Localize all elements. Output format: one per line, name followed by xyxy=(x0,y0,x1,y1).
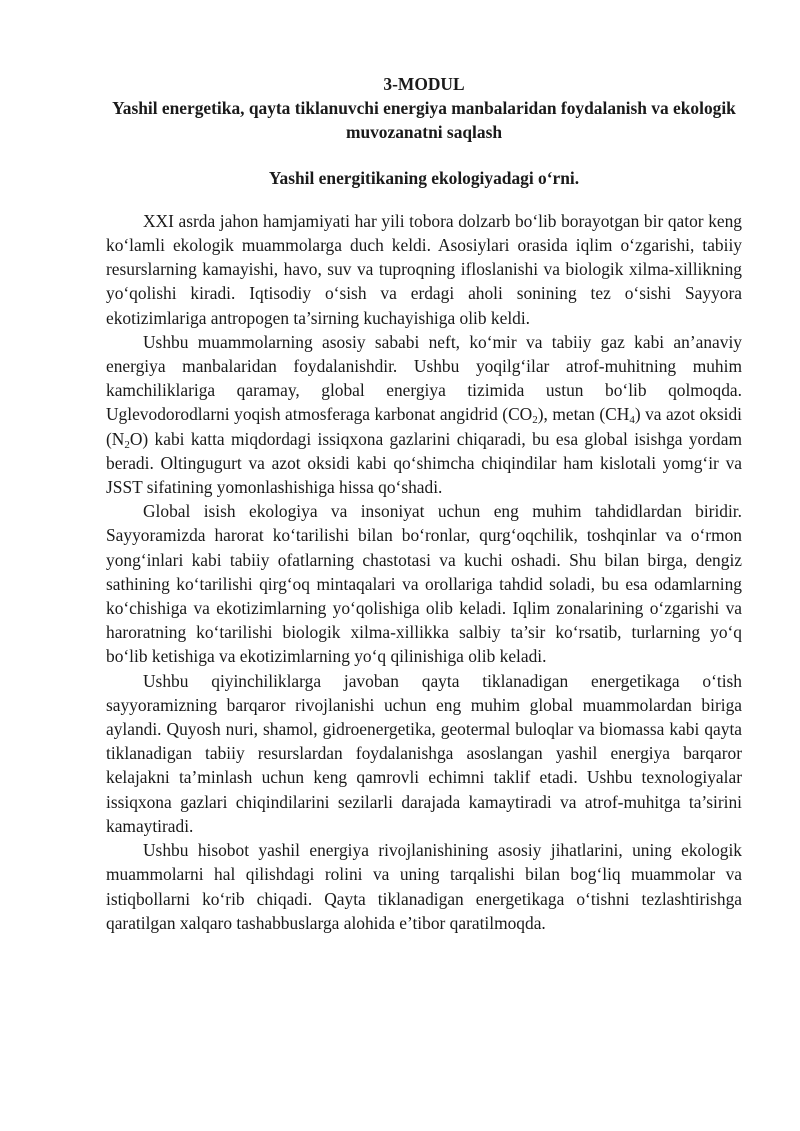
co2-subscript: 2 xyxy=(532,414,538,427)
paragraph-causes-text-3: ) va azot oksidi (N xyxy=(106,404,742,449)
module-title: Yashil energetika, qayta tiklanuvchi energiya manbalaridan foydalanish va ekologik muvozanatni saqlash xyxy=(112,98,736,143)
section-title: Yashil energitikaning ekologiyadagi o‘rni. xyxy=(268,167,580,188)
n2o-subscript: 2 xyxy=(124,438,130,451)
paragraph-renewables: Ushbu qiyinchiliklarga javoban qayta tiklanadigan energetikaga o‘tish sayyoramizning barqaror rivojlanishi uchun eng muhim global muammolardan biriga aylandi. Quyosh nuri, shamol, gidroenergetika, geotermal buloqlar va biomassa kabi qayta tiklanadigan tabiiy resurslardan foydalanishga asoslangan yashil energiya barqaror kelajakni ta’minlash uchun keng qamrovli echimni taklif etadi. Ushbu texnologiyalar issiqxona gazlari chiqindilarini sezilarli darajada kamaytiradi va atrof-muhitga ta’sirini kamaytiradi. xyxy=(106,670,742,836)
module-number: 3-MODUL xyxy=(383,74,465,94)
document-page xyxy=(106,72,742,935)
ch4-subscript: 4 xyxy=(629,414,635,427)
paragraph-report-scope: Ushbu hisobot yashil energiya rivojlanishining asosiy jihatlarini, uning ekologik muammolarni hal qilishdagi rolini va uning tarqalishi bilan bog‘liq muammolar va istiqbollarni ko‘rib chiqadi. Qayta tiklanadigan energetikaga o‘tishni tezlashtirishga qaratilgan xalqaro tashabbuslarga alohida e’tibor qaratilmoqda. xyxy=(106,840,742,933)
paragraph-causes-text-1: Ushbu muammolarning asosiy sababi neft, ko‘mir va tabiiy gaz kabi an’anaviy energiya manbalaridan foydalanishdir. Ushbu yoqilg‘ilar atrof-muhitning muhim kamchiliklariga qaramay, global energiya tizimida ustun bo‘lib qolmoqda. Uglevodorodlarni yoqish atmosferaga karbonat angidrid (CO xyxy=(106,331,742,425)
paragraph-global-warming: Global isish ekologiya va insoniyat uchun eng muhim tahdidlardan biridir. Sayyoramizda harorat ko‘tarilishi bilan bo‘ronlar, qurg‘oqchilik, toshqinlar va o‘rmon yong‘inlari kabi tabiiy ofatlarning chastotasi va kuchi oshadi. Shu bilan birga, dengiz sathining ko‘tarilishi qirg‘oq mintaqalari va orollariga tahdid soladi, bu esa odamlarning ko‘chishiga va ekotizimlarning yo‘qolishiga olib keladi. Iqlim zonalarining o‘zgarishi va haroratning ko‘tarilishi biologik xilma-xillikka salbiy ta’sir ko‘rsatib, turlarning yo‘q bo‘lib ketishiga va ekotizimlarning yo‘q qilinishiga olib keladi. xyxy=(106,501,742,667)
paragraph-causes xyxy=(106,330,742,499)
paragraph-intro: XXI asrda jahon hamjamiyati har yili tobora dolzarb bo‘lib borayotgan bir qator keng ko‘lamli ekologik muammolarga duch keldi. Asosiylari orasida iqlim o‘zgarishi, tabiiy resurslarning kamayishi, havo, suv va tuproqning ifloslanishi va biologik xilma-xillikning yo‘qolishi kiradi. Iqtisodiy o‘sish va erdagi aholi sonining tez o‘sishi Sayyora ekotizimlariga antropogen ta’sirning kuchayishiga olib keldi. xyxy=(106,210,742,328)
paragraph-causes-text-4: O) kabi katta miqdordagi issiqxona gazlarini chiqaradi, bu esa global isishga yordam beradi. Oltingugurt va azot oksidi kabi qo‘shimcha chiqindilar ham kislotali yomg‘ir va JSST sifatining yomonlashishiga hissa qo‘shadi. xyxy=(106,428,742,498)
paragraph-causes-text-2: ), metan (CH xyxy=(537,404,630,425)
